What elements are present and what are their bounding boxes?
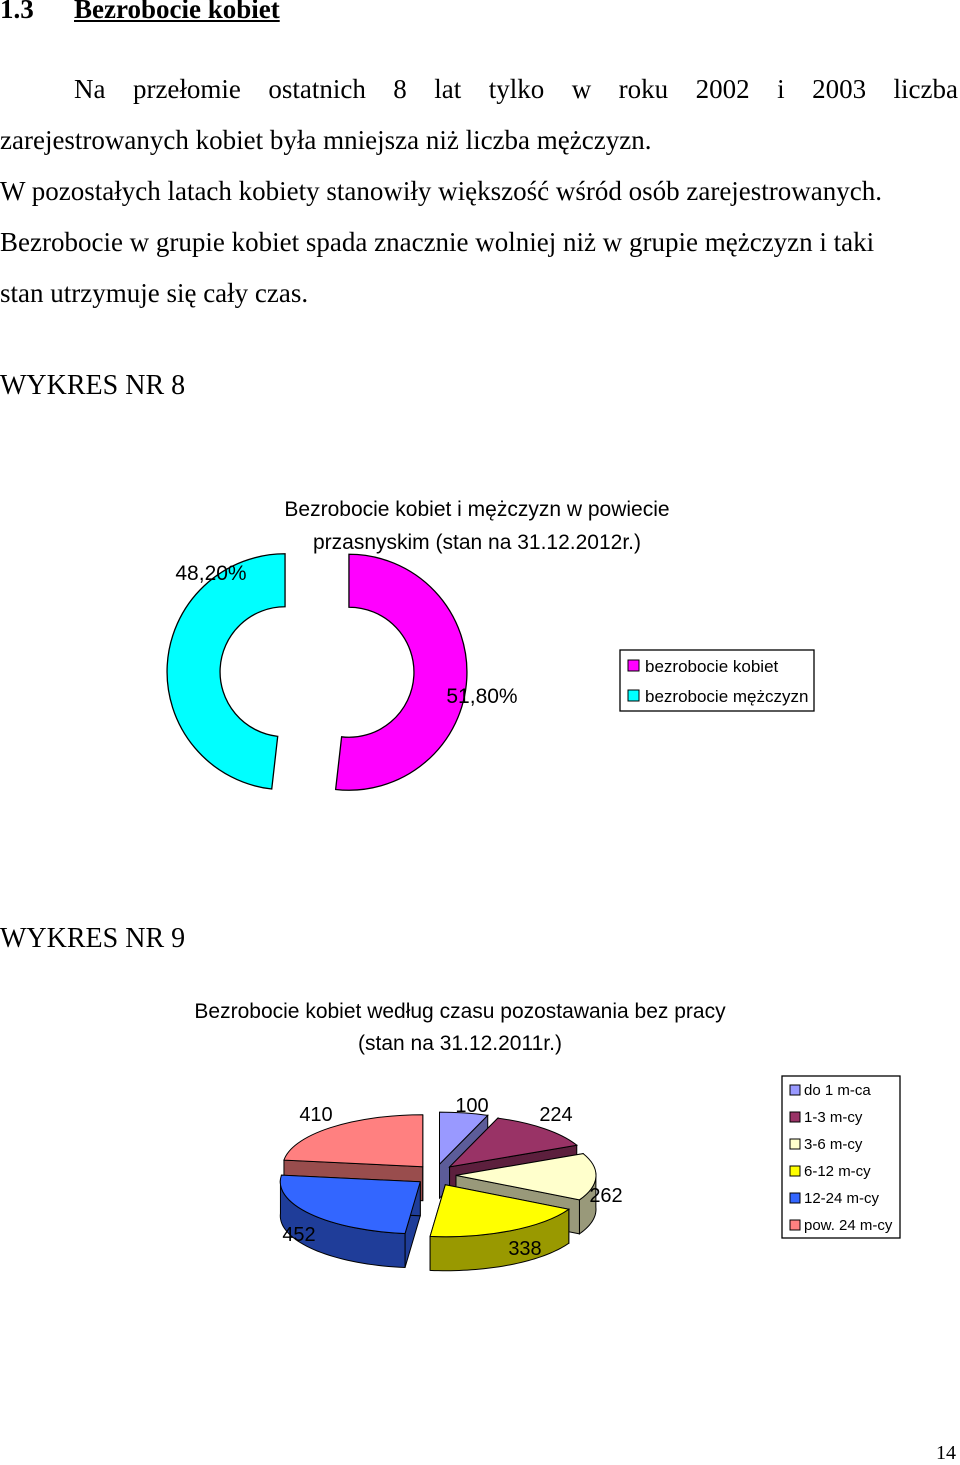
legend-entry: bezrobocie kobiet xyxy=(645,657,779,676)
chart-title-line: przasnyskim (stan na 31.12.2012r.) xyxy=(312,531,642,554)
data-label: 48,20% xyxy=(175,562,247,585)
legend-entry: bezrobocie mężczyzn xyxy=(645,687,809,706)
paragraph-line: zarejestrowanych kobiet była mniejsza niż liczba mężczyzn. xyxy=(0,125,652,155)
paragraph-line: Na przełomie ostatnich 8 lat tylko w roku 2002 i 2003 liczba xyxy=(74,74,958,104)
paragraph-line: Bezrobocie w grupie kobiet spada znacznie wolniej niż w grupie mężczyzn i taki xyxy=(0,227,875,257)
chart-8 xyxy=(0,480,960,780)
page-number: 14 xyxy=(936,1442,956,1464)
data-label: 452 xyxy=(282,1224,316,1246)
legend-swatch xyxy=(790,1166,800,1176)
legend-swatch xyxy=(790,1220,800,1230)
legend-entry: 12-24 m-cy xyxy=(804,1190,880,1207)
intro-paragraph xyxy=(0,64,958,319)
legend-entry: do 1 m-ca xyxy=(804,1082,871,1099)
paragraph-line: stan utrzymuje się cały czas. xyxy=(0,278,309,308)
paragraph-line: W pozostałych latach kobiety stanowiły większość wśród osób zarejestrowanych. xyxy=(0,176,883,206)
section-title: Bezrobocie kobiet xyxy=(74,0,280,24)
chart-9 xyxy=(0,990,960,1280)
data-label: 51,80% xyxy=(446,685,518,708)
legend-box xyxy=(782,1076,900,1238)
chart-9-heading: WYKRES NR 9 xyxy=(0,923,186,954)
donut-slice xyxy=(336,554,467,790)
legend-swatch xyxy=(790,1139,800,1149)
chart-title-line: Bezrobocie kobiet i mężczyzn w powiecie xyxy=(284,498,670,521)
legend-entry: pow. 24 m-cy xyxy=(804,1217,893,1234)
legend-swatch xyxy=(790,1112,800,1122)
donut-slice xyxy=(167,554,285,789)
legend-swatch xyxy=(790,1193,800,1203)
legend-swatch xyxy=(628,690,639,701)
data-label: 410 xyxy=(299,1104,333,1126)
section-number: 1.3 xyxy=(0,0,34,24)
legend-swatch xyxy=(628,660,639,671)
legend-swatch xyxy=(790,1085,800,1095)
pie-slice xyxy=(280,1175,420,1267)
chart-title-line: (stan na 31.12.2011r.) xyxy=(358,1032,562,1055)
data-label: 224 xyxy=(539,1104,573,1126)
data-label: 100 xyxy=(455,1095,489,1117)
legend-entry: 1-3 m-cy xyxy=(804,1109,863,1126)
chart-title-line: Bezrobocie kobiet według czasu pozostawania bez pracy xyxy=(194,1000,726,1023)
section-heading xyxy=(0,0,280,25)
data-label: 262 xyxy=(589,1185,623,1207)
legend-entry: 6-12 m-cy xyxy=(804,1163,871,1180)
data-label: 338 xyxy=(508,1238,542,1260)
chart-8-heading: WYKRES NR 8 xyxy=(0,370,186,401)
legend-entry: 3-6 m-cy xyxy=(804,1136,863,1153)
